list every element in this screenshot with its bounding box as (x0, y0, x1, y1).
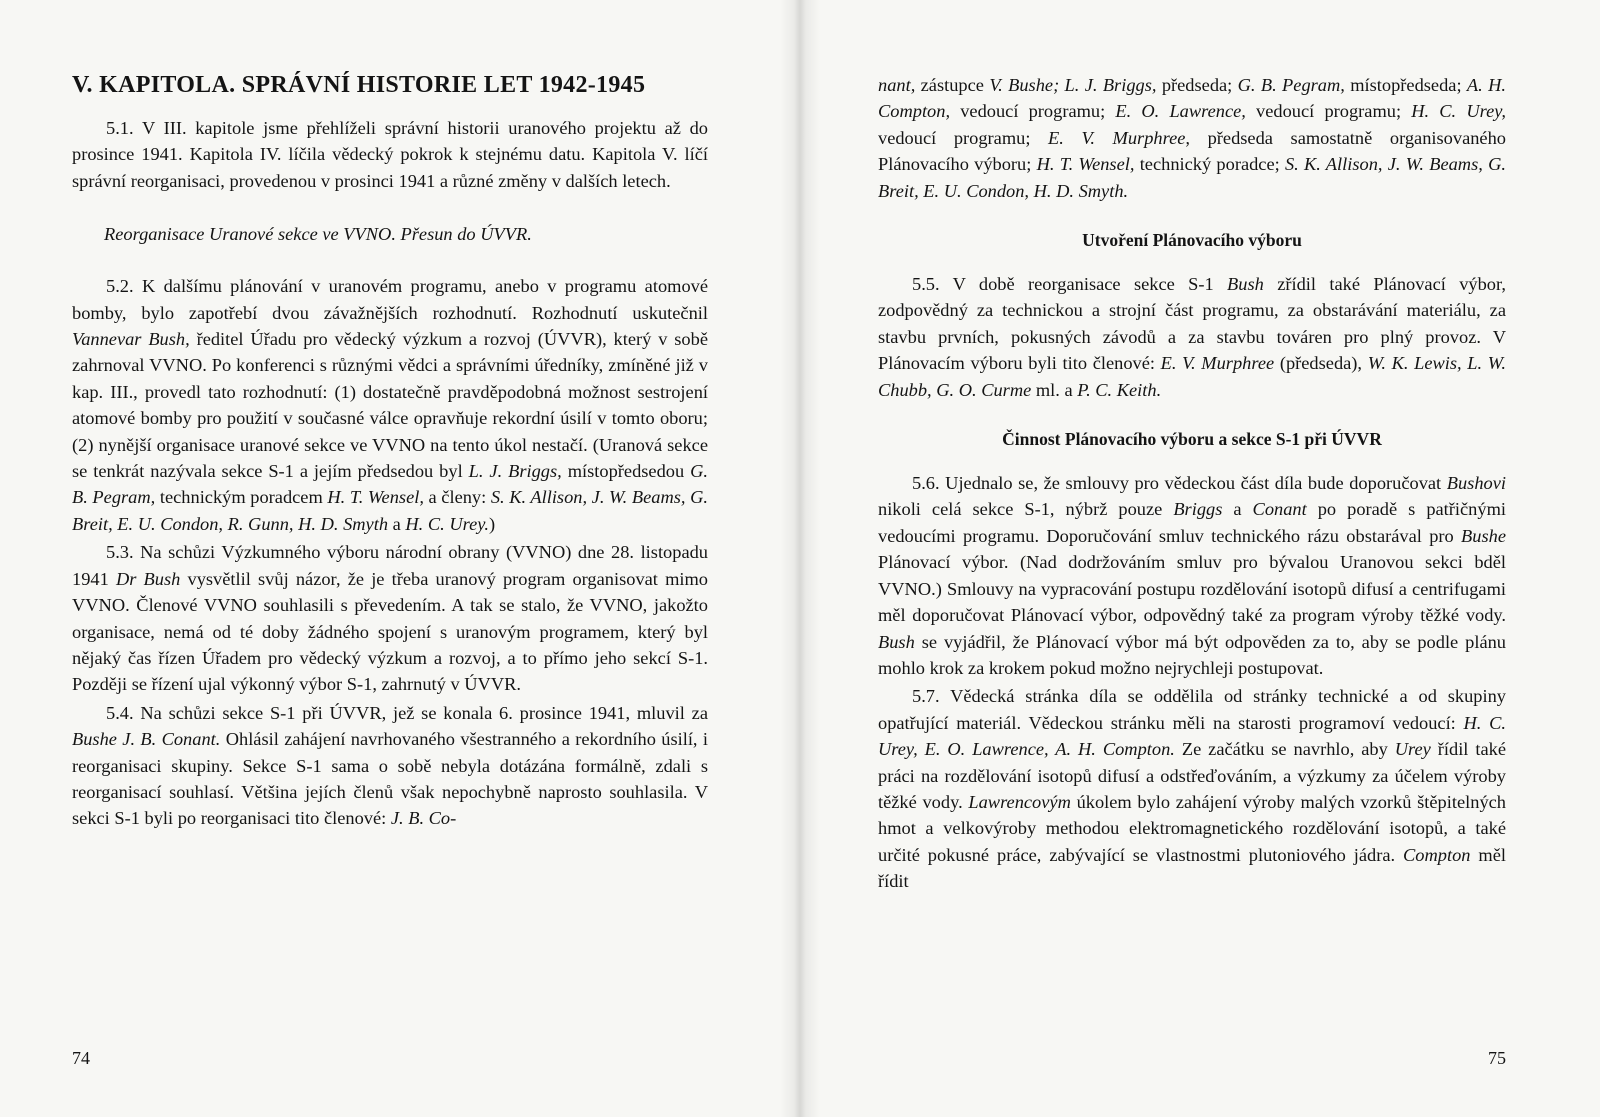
chapter-title: V. KAPITOLA. SPRÁVNÍ HISTORIE LET 1942-1945 (72, 72, 646, 98)
paragraph-5-5: 5.5. V době reorganisace sekce S-1 Bush zřídil také Plánovací výbor, zodpovědný za technickou a strojní část programu, za obstarávání materiálu, za stavbu prvních, pokusných závodů a za stavbu továren pro plný provoz. V Plánovacím výboru byli tito členové: E. V. Murphree (předseda), W. K. Lewis, L. W. Chubb, G. O. Curme ml. a P. C. Keith. (878, 274, 1507, 400)
paragraph-5-4-continued: nant, zástupce V. Bushe; L. J. Briggs, předseda; G. B. Pegram, místopředseda; A. H. Compton, vedoucí programu; E. O. Lawrence, vedoucí programu; H. C. Urey, vedoucí programu; E. V. Murphree, předseda samostatně organisovaného Plánovacího výboru; H. T. Wensel, technický poradce; S. K. Allison, J. W. Beams, G. Breit, E. U. Condon, H. D. Smyth. (878, 75, 1506, 201)
paragraph-5-2: 5.2. K dalšímu plánování v uranovém programu, anebo v programu atomové bomby, bylo zapotřebí dvou závažnějších rozhodnutí. Rozhodnutí uskutečnil Vannevar Bush, ředitel Úřadu pro vědecký výzkum a rozvoj (ÚVVR), který v sobě zahrnoval VVNO. Po konferenci s různými vědci a správními úředníky, zmíněné již v kap. III., provedl tato rozhodnutí: (1) dostatečně pravděpodobná možnost sestrojení atomové bomby pro použití v současné válce opravňuje rekordní úsilí v tomto oboru; (2) nynější organisace uranové sekce ve VVNO na tento úkol nestačí. (Uranová sekce se tenkrát nazývala sekce S-1 a jejím předsedou byl L. J. Briggs, místopředsedou G. B. Pegram, technickým poradcem H. T. Wensel, a členy: S. K. Allison, J. W. Beams, G. Breit, E. U. Condon, R. Gunn, H. D. Smyth a H. C. Urey.) (72, 276, 708, 534)
book-gutter (780, 0, 820, 1117)
heading-planning-committee: Utvoření Plánovacího výboru (1082, 230, 1302, 251)
section-subheading: Reorganisace Uranové sekce ve VVNO. Přesun do ÚVVR. (104, 224, 532, 245)
right-page (800, 0, 1600, 1117)
paragraph-5-7: 5.7. Vědecká stránka díla se oddělila od stránky technické a od skupiny opatřující materiál. Vědeckou stránku měli na starosti programoví vedoucí: H. C. Urey, E. O. Lawrence, A. H. Compton. Ze začátku se navrhlo, aby Urey řídil také práci na rozdělování isotopů difusí a odstřeďováním, a výzkumy za účelem výroby těžké vody. Lawrencovým úkolem bylo zahájení výroby malých vzorků štěpitelných hmot a velkovýroby methodou elektromagnetického rozdělování isotopů, a také určité pokusné práce, zabývající se vlastnostmi plutoniového jádra. Compton měl řídit (878, 686, 1507, 892)
paragraph-5-4: 5.4. Na schůzi sekce S-1 při ÚVVR, jež se konala 6. prosince 1941, mluvil za Bushe J. B. Conant. Ohlásil zahájení navrhovaného všestranného a rekordního úsilí, i reorganisaci skupiny. Sekce S-1 sama o sobě nebyla dotázána formálně, zdali s reorganisací souhlasí. Většina jejích členů však nepochybně naprosto souhlasila. V sekci S-1 byli po reorganisaci tito členové: J. B. Co- (72, 702, 708, 829)
paragraph-5-6: 5.6. Ujednalo se, že smlouvy pro vědeckou část díla bude doporučovat Bushovi nikoli celá sekce S-1, nýbrž pouze Briggs a Conant po poradě s patřičnými vedoucími programu. Doporučování smluv technického rázu obstarával pro Bushe Plánovací výbor. (Nad dodržováním smluv pro bývalou Uranovou sekci bděl VVNO.) Smlouvy na vypracování postupu rozdělování isotopů difusí a centrifugami měl doporučovat Plánovací výbor, odpovědný také za program výroby těžké vody. Bush se vyjádřil, že Plánovací výbor má být odpověden za to, aby se podle plánu mohlo krok za krokem pokud možno nejrychleji postupovat. (878, 473, 1506, 678)
paragraph-5-3: 5.3. Na schůzi Výzkumného výboru národní obrany (VVNO) dne 28. listopadu 1941 Dr Bush vysvětlil svůj názor, že je třeba uranový program organisovat mimo VVNO. Členové VVNO souhlasili s převedením. A tak se stalo, že VVNO, jakožto organisace, nemá od té doby žádného spojení s uranovým programem, který byl nějaký čas řízen Úřadem pro vědecký výzkum a rozvoj, a to přímo jeho sekcí S-1. Později se řízení ujal výkonný výbor S-1, zahrnutý v ÚVVR. (72, 542, 708, 695)
page-number-left: 74 (72, 1048, 90, 1068)
page-number-right: 75 (1488, 1048, 1506, 1068)
paragraph-5-1: 5.1. V III. kapitole jsme přehlíželi správní historii uranového projektu až do prosince 1941. Kapitola IV. líčila vědecký pokrok k stejnému datu. Kapitola V. líčí správní reorganisaci, provedenou v prosinci 1941 a různé změny v dalších letech. (72, 118, 708, 191)
heading-committee-activity: Činnost Plánovacího výboru a sekce S-1 při ÚVVR (1002, 429, 1382, 450)
